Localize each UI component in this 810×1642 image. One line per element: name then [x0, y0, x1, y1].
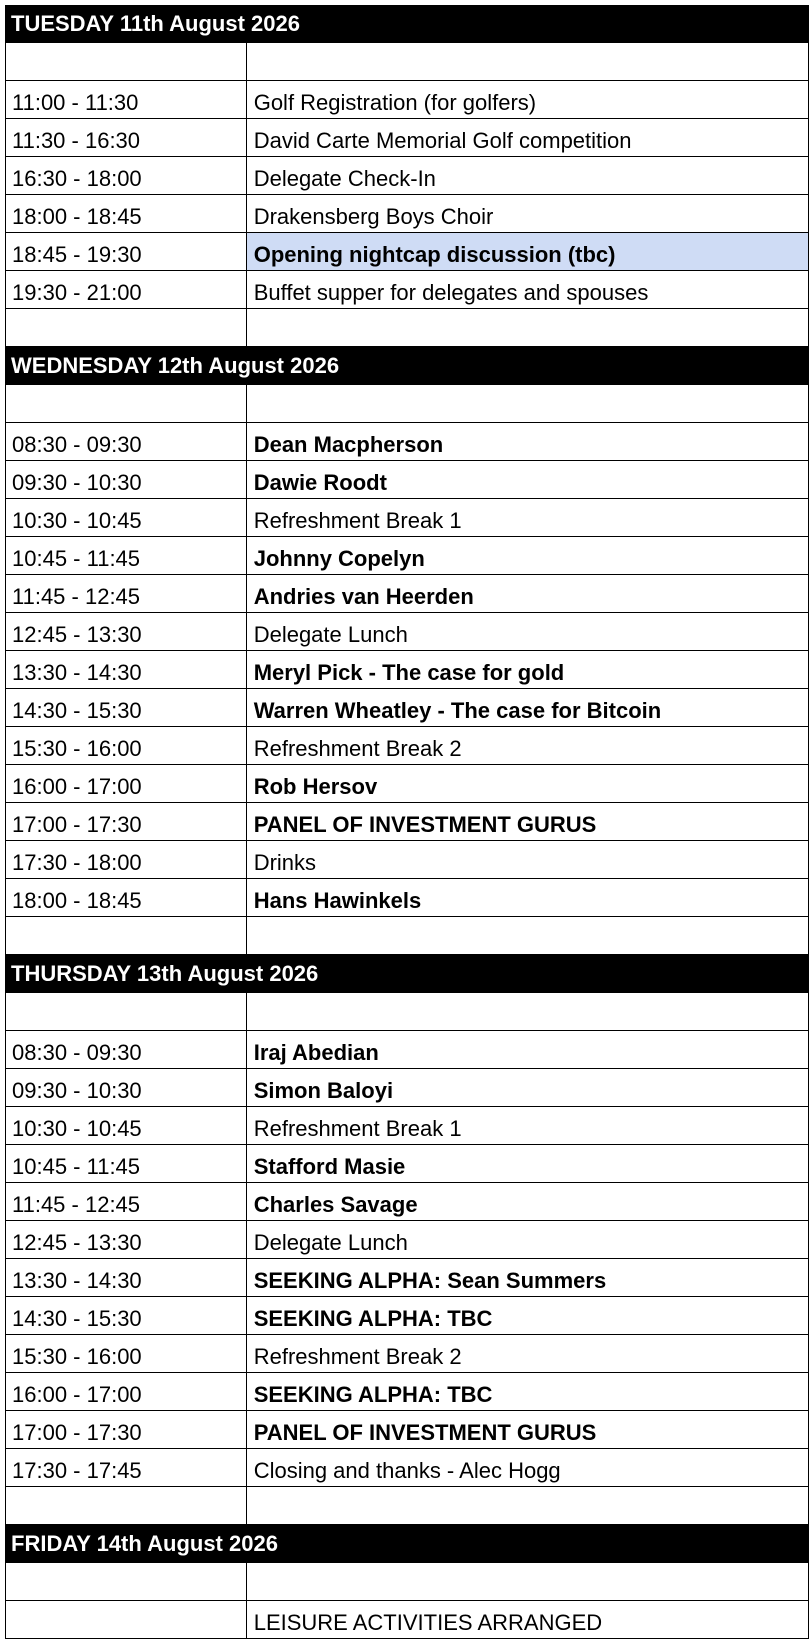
time-cell[interactable]: 09:30 - 10:30: [5, 461, 247, 498]
day-header-label: FRIDAY 14th August 2026: [11, 1530, 278, 1556]
time-cell[interactable]: 10:30 - 10:45: [5, 1107, 247, 1144]
event-cell[interactable]: Delegate Check-In: [247, 157, 809, 194]
event-cell[interactable]: [247, 43, 809, 80]
time-cell[interactable]: 18:45 - 19:30: [5, 233, 247, 270]
event-cell[interactable]: Iraj Abedian: [247, 1031, 809, 1068]
time-cell[interactable]: 13:30 - 14:30: [5, 1259, 247, 1296]
event-cell[interactable]: Drakensberg Boys Choir: [247, 195, 809, 232]
event-cell[interactable]: Charles Savage: [247, 1183, 809, 1220]
time-cell[interactable]: 18:00 - 18:45: [5, 195, 247, 232]
schedule-row[interactable]: [5, 537, 809, 575]
event-cell[interactable]: Rob Hersov: [247, 765, 809, 802]
schedule-row[interactable]: [5, 803, 809, 841]
schedule-row[interactable]: [5, 1563, 809, 1601]
schedule-row[interactable]: [5, 1031, 809, 1069]
day-header-label: TUESDAY 11th August 2026: [11, 11, 300, 36]
time-cell[interactable]: 17:30 - 18:00: [5, 841, 247, 878]
time-cell[interactable]: 12:45 - 13:30: [5, 613, 247, 650]
time-cell[interactable]: 10:45 - 11:45: [5, 1145, 247, 1182]
time-cell[interactable]: 15:30 - 16:00: [5, 727, 247, 764]
time-cell[interactable]: [5, 1601, 247, 1638]
schedule-row[interactable]: [5, 613, 809, 651]
schedule-row[interactable]: [5, 1183, 809, 1221]
schedule-row[interactable]: [5, 727, 809, 765]
event-cell[interactable]: Drinks: [247, 841, 809, 878]
event-cell[interactable]: Delegate Lunch: [247, 1221, 809, 1258]
event-cell[interactable]: Golf Registration (for golfers): [247, 81, 809, 118]
event-cell[interactable]: Delegate Lunch: [247, 613, 809, 650]
event-cell[interactable]: Refreshment Break 1: [247, 499, 809, 536]
time-cell[interactable]: 08:30 - 09:30: [5, 1031, 247, 1068]
schedule-row[interactable]: [5, 81, 809, 119]
event-cell[interactable]: Dean Macpherson: [247, 423, 809, 460]
day-header: [5, 1525, 809, 1563]
time-cell[interactable]: 16:00 - 17:00: [5, 1373, 247, 1410]
time-cell[interactable]: 11:00 - 11:30: [5, 81, 247, 118]
event-cell[interactable]: SEEKING ALPHA: TBC: [247, 1297, 809, 1334]
schedule-row[interactable]: [5, 1259, 809, 1297]
schedule-row[interactable]: [5, 233, 809, 271]
event-cell[interactable]: SEEKING ALPHA: Sean Summers: [247, 1259, 809, 1296]
event-cell[interactable]: Refreshment Break 2: [247, 727, 809, 764]
time-cell[interactable]: 08:30 - 09:30: [5, 423, 247, 460]
schedule-row[interactable]: [5, 765, 809, 803]
schedule-row[interactable]: [5, 1221, 809, 1259]
time-cell[interactable]: 18:00 - 18:45: [5, 879, 247, 916]
schedule-row[interactable]: [5, 993, 809, 1031]
time-cell[interactable]: 17:00 - 17:30: [5, 1411, 247, 1448]
schedule-row[interactable]: [5, 1487, 809, 1525]
schedule-row[interactable]: [5, 1411, 809, 1449]
event-cell[interactable]: Buffet supper for delegates and spouses: [247, 271, 809, 308]
time-cell[interactable]: [5, 917, 247, 954]
event-cell[interactable]: Refreshment Break 1: [247, 1107, 809, 1144]
schedule-row[interactable]: [5, 43, 809, 81]
schedule-row[interactable]: [5, 651, 809, 689]
time-cell[interactable]: [5, 1563, 247, 1600]
event-cell[interactable]: Hans Hawinkels: [247, 879, 809, 916]
schedule-row[interactable]: [5, 1601, 809, 1639]
day-header: [5, 347, 809, 385]
event-cell[interactable]: [247, 309, 809, 346]
time-cell[interactable]: 10:45 - 11:45: [5, 537, 247, 574]
event-cell[interactable]: [247, 993, 809, 1030]
event-cell[interactable]: SEEKING ALPHA: TBC: [247, 1373, 809, 1410]
schedule-row[interactable]: [5, 879, 809, 917]
event-cell[interactable]: Simon Baloyi: [247, 1069, 809, 1106]
schedule-row[interactable]: [5, 1449, 809, 1487]
schedule-row[interactable]: [5, 689, 809, 727]
event-cell[interactable]: Warren Wheatley - The case for Bitcoin: [247, 689, 809, 726]
time-cell[interactable]: [5, 993, 247, 1030]
time-cell[interactable]: 19:30 - 21:00: [5, 271, 247, 308]
schedule-row[interactable]: [5, 461, 809, 499]
time-cell[interactable]: [5, 385, 247, 422]
time-cell[interactable]: 15:30 - 16:00: [5, 1335, 247, 1372]
time-cell[interactable]: 17:00 - 17:30: [5, 803, 247, 840]
time-cell[interactable]: [5, 309, 247, 346]
schedule-row[interactable]: [5, 271, 809, 309]
schedule-row[interactable]: [5, 1145, 809, 1183]
schedule-row[interactable]: [5, 1069, 809, 1107]
schedule-row[interactable]: [5, 423, 809, 461]
time-cell[interactable]: 16:30 - 18:00: [5, 157, 247, 194]
schedule-row[interactable]: [5, 385, 809, 423]
event-cell[interactable]: Meryl Pick - The case for gold: [247, 651, 809, 688]
schedule-row[interactable]: [5, 917, 809, 955]
schedule-row[interactable]: [5, 841, 809, 879]
schedule-row[interactable]: [5, 309, 809, 347]
event-cell[interactable]: Johnny Copelyn: [247, 537, 809, 574]
event-cell[interactable]: PANEL OF INVESTMENT GURUS: [247, 803, 809, 840]
event-cell[interactable]: [247, 385, 809, 422]
event-cell[interactable]: [247, 917, 809, 954]
schedule-row[interactable]: [5, 1373, 809, 1411]
day-header-label: THURSDAY 13th August 2026: [11, 960, 319, 986]
event-cell[interactable]: [247, 1487, 809, 1524]
event-cell[interactable]: [247, 1563, 809, 1600]
time-cell[interactable]: 13:30 - 14:30: [5, 651, 247, 688]
time-cell[interactable]: 11:30 - 16:30: [5, 119, 247, 156]
time-cell[interactable]: 10:30 - 10:45: [5, 499, 247, 536]
event-cell[interactable]: Stafford Masie: [247, 1145, 809, 1182]
day-header-label: WEDNESDAY 12th August 2026: [11, 352, 340, 378]
event-cell[interactable]: Closing and thanks - Alec Hogg: [247, 1449, 809, 1486]
time-cell[interactable]: 11:45 - 12:45: [5, 1183, 247, 1220]
time-cell[interactable]: [5, 43, 247, 80]
event-cell[interactable]: Andries van Heerden: [247, 575, 809, 612]
schedule-row[interactable]: [5, 195, 809, 233]
time-cell[interactable]: 12:45 - 13:30: [5, 1221, 247, 1258]
day-header: [5, 955, 809, 993]
time-cell[interactable]: 17:30 - 17:45: [5, 1449, 247, 1486]
event-cell[interactable]: Dawie Roodt: [247, 461, 809, 498]
time-cell[interactable]: [5, 1487, 247, 1524]
time-cell[interactable]: 09:30 - 10:30: [5, 1069, 247, 1106]
time-cell[interactable]: 14:30 - 15:30: [5, 689, 247, 726]
event-cell[interactable]: David Carte Memorial Golf competition: [247, 119, 809, 156]
schedule-row[interactable]: [5, 119, 809, 157]
day-header: [5, 5, 809, 43]
time-cell[interactable]: 16:00 - 17:00: [5, 765, 247, 802]
event-cell[interactable]: Opening nightcap discussion (tbc): [247, 233, 809, 270]
schedule-row[interactable]: [5, 157, 809, 195]
event-cell[interactable]: LEISURE ACTIVITIES ARRANGED: [247, 1601, 809, 1638]
schedule-row[interactable]: [5, 1297, 809, 1335]
event-cell[interactable]: PANEL OF INVESTMENT GURUS: [247, 1411, 809, 1448]
schedule-sheet: [5, 5, 809, 1639]
schedule-row[interactable]: [5, 1335, 809, 1373]
time-cell[interactable]: 14:30 - 15:30: [5, 1297, 247, 1334]
schedule-row[interactable]: [5, 499, 809, 537]
event-cell[interactable]: Refreshment Break 2: [247, 1335, 809, 1372]
schedule-row[interactable]: [5, 575, 809, 613]
time-cell[interactable]: 11:45 - 12:45: [5, 575, 247, 612]
schedule-row[interactable]: [5, 1107, 809, 1145]
